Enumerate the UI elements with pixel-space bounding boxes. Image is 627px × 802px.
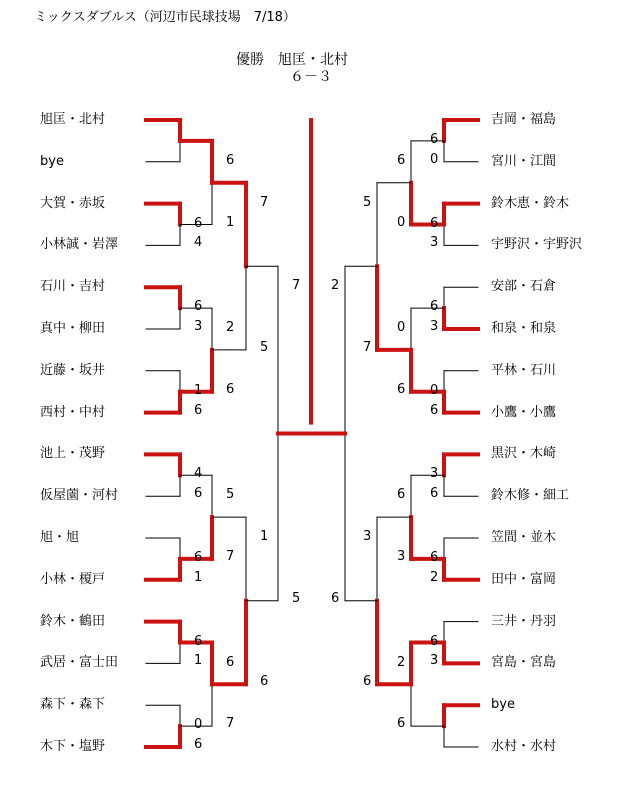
player-name-left: 小林・榎戸 bbox=[40, 571, 106, 587]
left-score: 4 bbox=[194, 466, 203, 482]
player-name-right: 平林・石川 bbox=[491, 362, 557, 378]
left-score: 6 bbox=[226, 152, 235, 168]
left-score: 1 bbox=[194, 653, 203, 669]
player-name-right: 黒沢・木崎 bbox=[491, 446, 557, 462]
left-score: 1 bbox=[194, 382, 203, 398]
player-name-left: 石川・吉村 bbox=[40, 279, 106, 295]
final-score: ６－３ bbox=[290, 69, 332, 85]
left-score: 6 bbox=[226, 654, 235, 670]
left-score: 0 bbox=[194, 717, 203, 733]
left-score: 6 bbox=[194, 402, 203, 418]
right-score: 6 bbox=[430, 633, 439, 649]
page-title: ミックスダブルス（河辺市民球技場 7/18） bbox=[34, 10, 296, 25]
player-name-left: 仮屋薗・河村 bbox=[40, 488, 119, 504]
player-name-left: 池上・茂野 bbox=[40, 446, 106, 462]
right-score: 6 bbox=[363, 674, 372, 690]
left-score: 6 bbox=[226, 381, 235, 397]
player-name-left: 真中・柳田 bbox=[40, 321, 106, 336]
right-score: 2 bbox=[331, 278, 340, 294]
left-score: 2 bbox=[226, 320, 235, 336]
player-name-right: 笠間・並木 bbox=[491, 530, 557, 545]
player-name-right: 小鷹・小鷹 bbox=[491, 404, 557, 420]
right-score: 6 bbox=[430, 402, 439, 418]
right-score: 6 bbox=[331, 590, 340, 606]
right-score: 3 bbox=[430, 653, 439, 669]
left-score: 6 bbox=[194, 737, 203, 752]
right-score: 6 bbox=[430, 215, 439, 231]
left-score: 7 bbox=[226, 548, 235, 564]
right-score: 0 bbox=[430, 151, 439, 167]
left-score: 6 bbox=[194, 299, 203, 315]
player-name-left: 旭匡・北村 bbox=[40, 112, 106, 127]
right-score: 0 bbox=[397, 320, 406, 336]
player-name-left: 西村・中村 bbox=[40, 404, 106, 420]
left-score: 5 bbox=[226, 487, 235, 503]
player-name-left: 木下・塩野 bbox=[40, 739, 106, 754]
player-name-right: 鈴木修・細工 bbox=[491, 488, 570, 504]
player-name-left: 武居・富士田 bbox=[40, 655, 119, 671]
player-name-right: 和泉・和泉 bbox=[491, 321, 557, 336]
player-name-right: 安部・石倉 bbox=[491, 279, 557, 295]
player-name-left: 小林誠・岩澤 bbox=[40, 237, 119, 253]
right-score: 6 bbox=[397, 716, 406, 732]
right-score: 6 bbox=[430, 550, 439, 565]
right-score: 7 bbox=[363, 339, 372, 355]
left-score: 6 bbox=[260, 674, 269, 690]
right-score: 0 bbox=[430, 382, 439, 398]
player-name-left: 大賀・赤坂 bbox=[40, 195, 106, 211]
player-name-right: 鈴木恵・鈴木 bbox=[491, 195, 570, 211]
right-score: 5 bbox=[363, 194, 372, 210]
player-name-right: 宮川・江間 bbox=[491, 153, 557, 169]
right-score: 6 bbox=[430, 486, 439, 502]
player-name-right: 宮島・宮島 bbox=[491, 655, 557, 671]
left-score: 6 bbox=[194, 486, 203, 502]
right-score: 6 bbox=[397, 381, 406, 397]
left-score: 5 bbox=[292, 590, 301, 606]
left-score: 5 bbox=[260, 339, 269, 355]
left-score: 6 bbox=[194, 550, 203, 565]
left-score: 3 bbox=[194, 319, 203, 334]
right-score: 6 bbox=[397, 152, 406, 168]
right-score: 2 bbox=[430, 569, 439, 585]
player-name-right: 水村・水村 bbox=[491, 739, 557, 754]
left-score: 6 bbox=[194, 633, 203, 649]
left-score: 7 bbox=[260, 194, 269, 210]
right-score: 0 bbox=[397, 214, 406, 230]
left-score: 4 bbox=[194, 235, 203, 251]
player-name-right: 田中・富岡 bbox=[491, 571, 557, 587]
right-score: 3 bbox=[430, 466, 439, 482]
right-score: 3 bbox=[397, 548, 406, 564]
player-name-left: 森下・森下 bbox=[40, 697, 106, 713]
player-name-left: 鈴木・鶴田 bbox=[40, 613, 106, 629]
champion-line: 優勝 旭匡・北村 bbox=[236, 52, 348, 68]
player-name-right: 吉岡・福島 bbox=[491, 112, 557, 127]
player-name-right: 宇野沢・宇野沢 bbox=[491, 237, 583, 253]
left-score: 1 bbox=[226, 214, 235, 230]
left-score: 7 bbox=[292, 278, 301, 294]
right-score: 3 bbox=[363, 529, 372, 545]
left-score: 1 bbox=[260, 529, 269, 545]
player-name-right: 三井・丹羽 bbox=[491, 613, 557, 629]
left-score: 1 bbox=[194, 569, 203, 585]
right-score: 6 bbox=[430, 132, 439, 147]
player-name-left: bye bbox=[40, 153, 64, 169]
right-score: 3 bbox=[430, 319, 439, 334]
right-score: 6 bbox=[430, 299, 439, 315]
right-score: 2 bbox=[397, 654, 406, 670]
left-score: 6 bbox=[194, 215, 203, 231]
player-name-left: 近藤・坂井 bbox=[40, 362, 106, 378]
player-name-right: bye bbox=[491, 697, 515, 713]
left-score: 7 bbox=[226, 716, 235, 732]
right-score: 6 bbox=[397, 487, 406, 503]
right-score: 3 bbox=[430, 235, 439, 251]
player-name-left: 旭・旭 bbox=[40, 530, 80, 545]
